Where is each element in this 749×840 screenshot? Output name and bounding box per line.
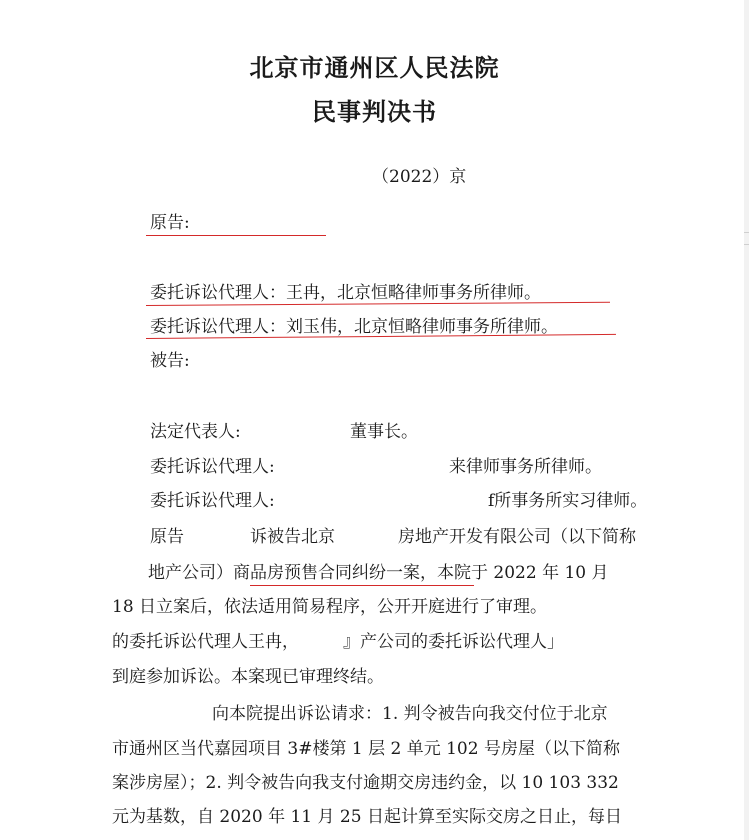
p2-line1: 向本院提出诉讼请求：1. 判令被告向我交付位于北京 [212,704,608,724]
document-title: 民事判决书 [312,97,437,126]
p2-line2: 市通州区当代嘉园项目 3#楼第 1 层 2 单元 102 号房屋（以下简称 [112,739,620,759]
case-cause-underline [250,585,474,586]
defendant-agent-1-label: 委托诉讼代理人: [150,457,275,477]
page-edge [744,0,749,840]
defendant-agent-2-tail: f所事务所实习律师。 [488,491,648,511]
p1-line4-b: 』产公司的委托诉讼代理人」 [343,632,564,652]
plaintiff-agent-1: 委托诉讼代理人：王冉，北京恒略律师事务所律师。 [150,283,541,303]
p1-line3: 18 日立案后，依法适用简易程序，公开开庭进行了审理。 [112,597,548,617]
p1-line1-c: 房地产开发有限公司（以下简称 [398,527,636,547]
p2-line4: 元为基数，自 2020 年 11 月 25 日起计算至实际交房之日止，每日 [112,807,622,827]
plaintiff-line: 原告: [150,213,190,233]
p1-line4-a: 的委托诉讼代理人王冉， [112,632,299,652]
defendant-agent-2-label: 委托诉讼代理人: [150,491,275,511]
edge-tick [744,232,749,233]
p1-line2: 地产公司）商品房预售合同纠纷一案，本院于 2022 年 10 月 [148,563,609,583]
p1-line1-a: 原告 [150,527,184,547]
defendant-agent-1-tail: 来律师事务所律师。 [449,457,602,477]
p1-line5: 到庭参加诉讼。本案现已审理终结。 [112,667,384,687]
plaintiff-agent-2: 委托诉讼代理人：刘玉伟，北京恒略律师事务所律师。 [150,317,558,337]
legal-rep-title: 董事长。 [350,422,418,442]
defendant-line: 被告: [150,351,190,371]
p1-line1-b: 诉被告北京 [250,527,335,547]
p2-line3: 案涉房屋）；2. 判令被告向我支付逾期交房违约金，以 10 103 332 [112,773,619,793]
edge-tick [744,244,749,245]
court-name: 北京市通州区人民法院 [249,53,500,82]
plaintiff-underline [146,235,326,236]
legal-rep-label: 法定代表人: [150,422,241,442]
case-number: （2022）京 [372,167,467,187]
